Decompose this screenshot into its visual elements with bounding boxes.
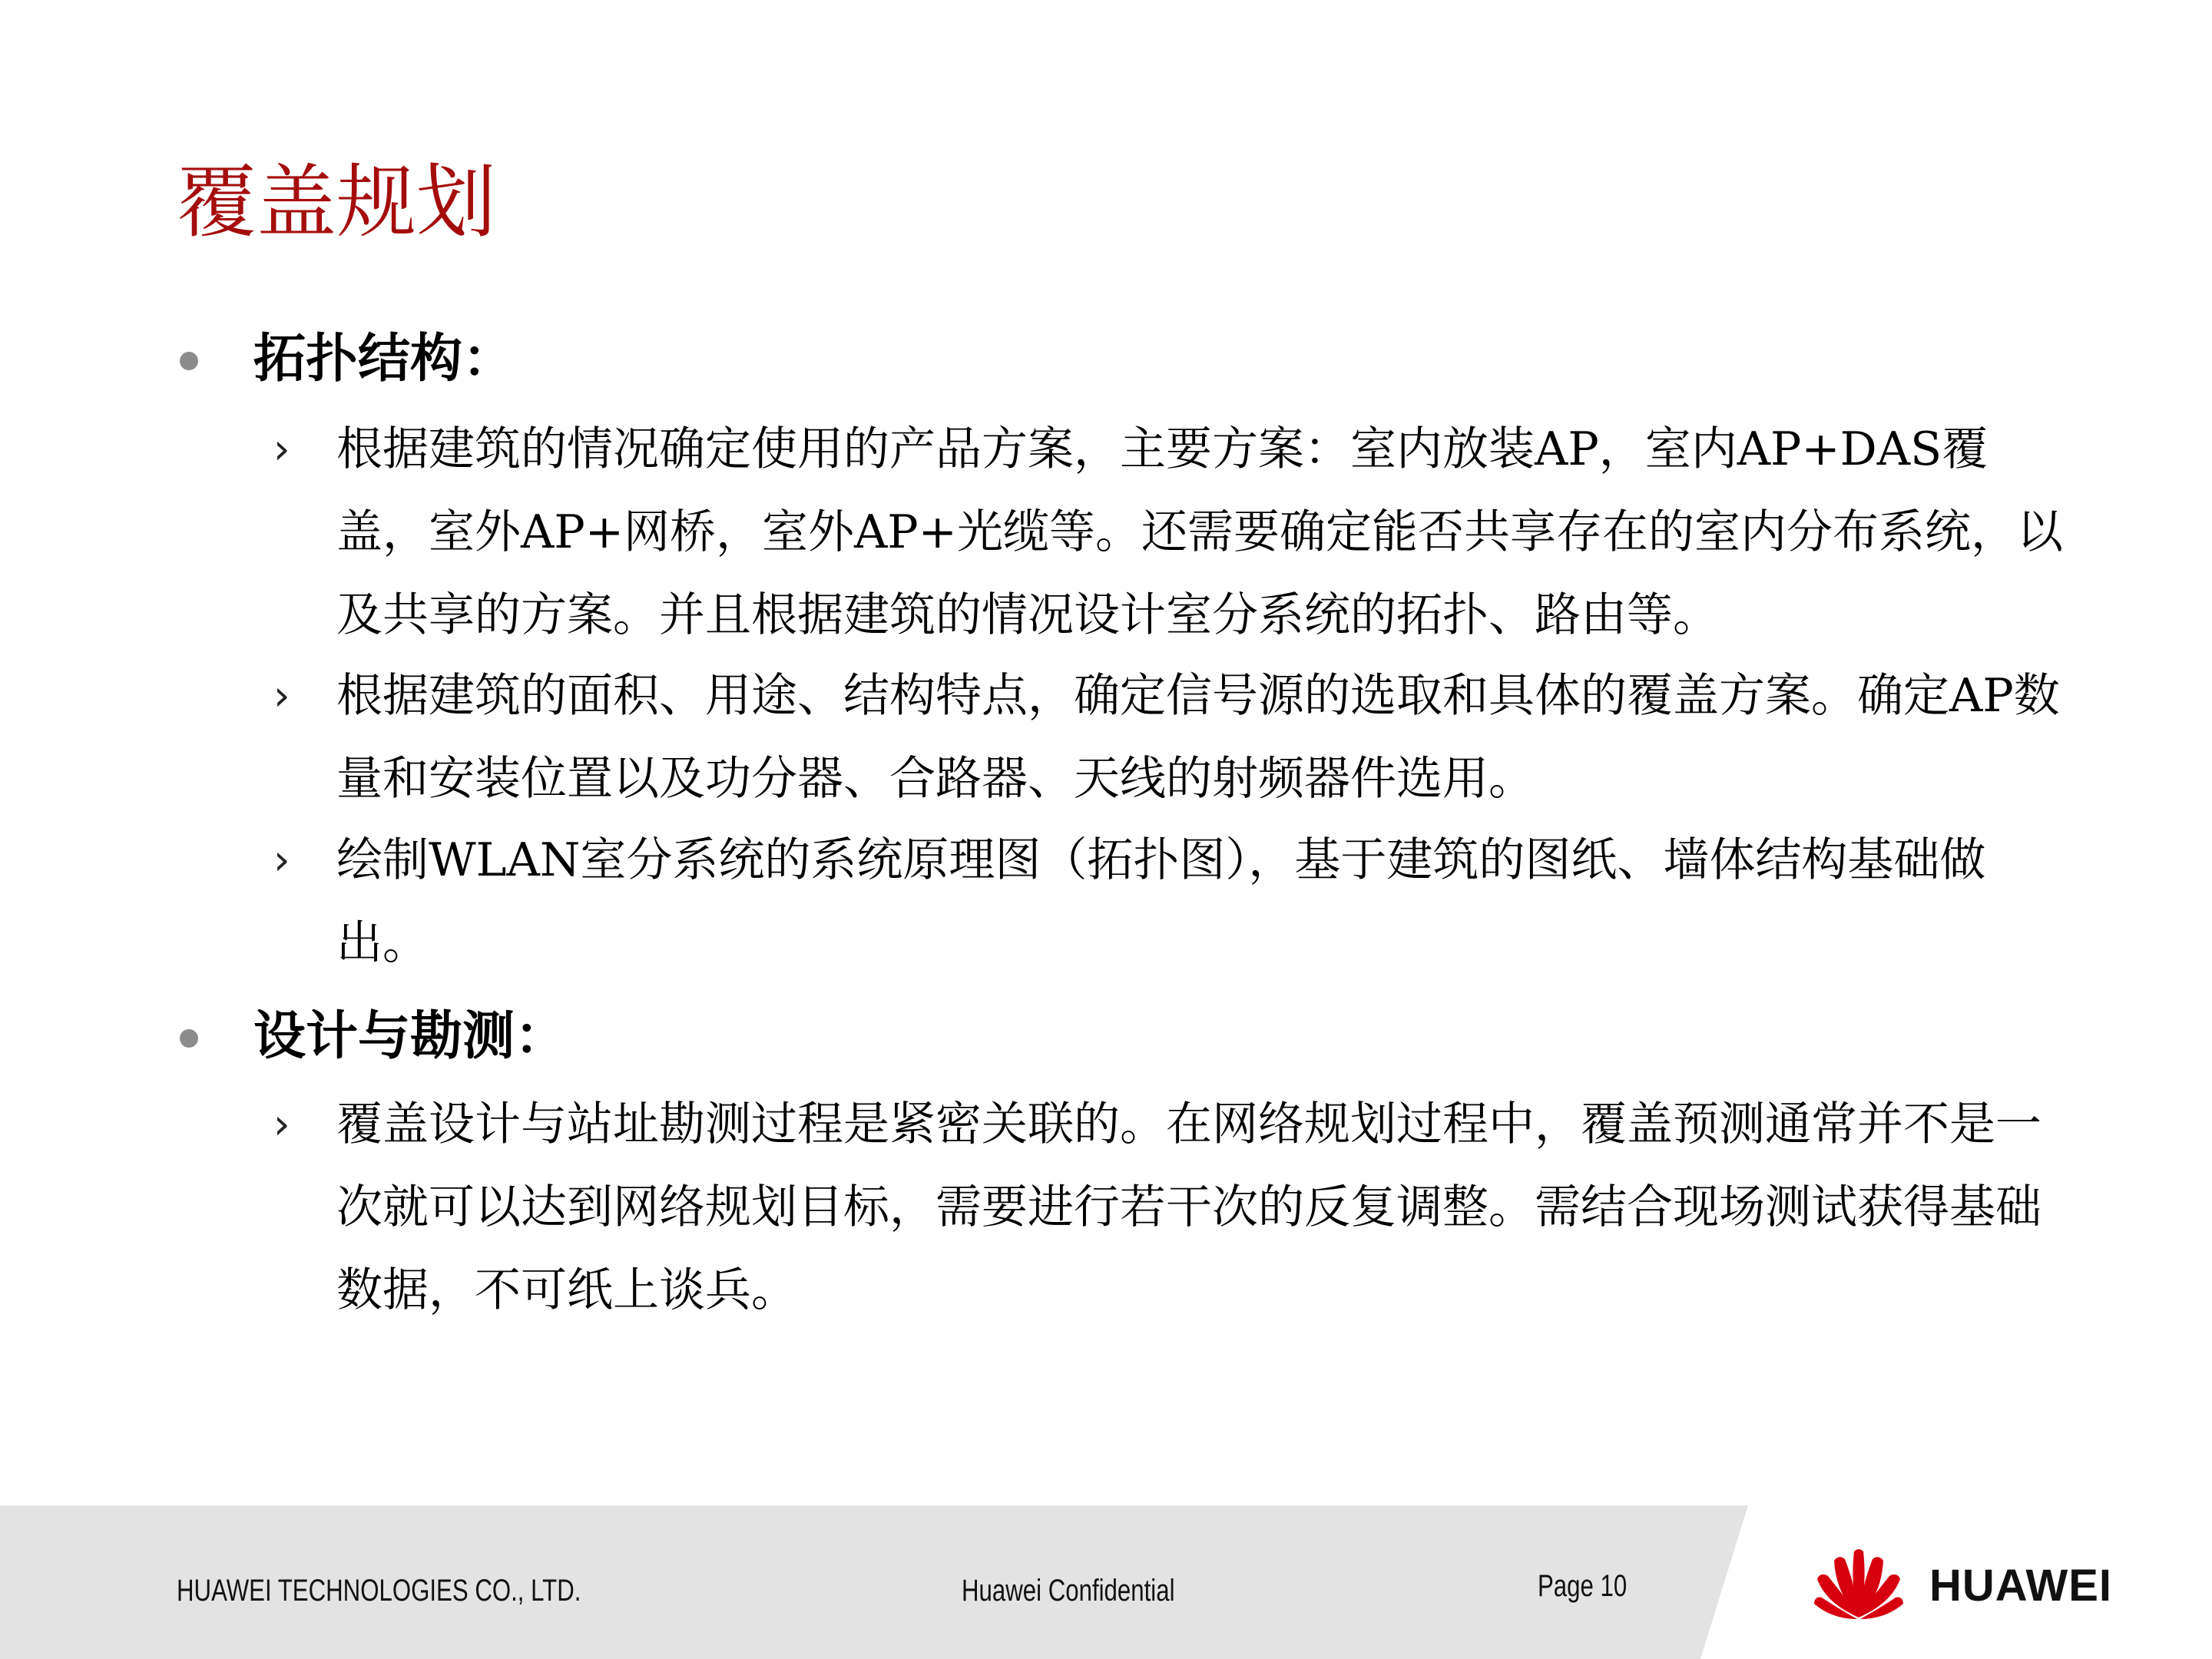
- footer-page-number: Page 10: [1538, 1569, 1628, 1603]
- huawei-brand-text: HUAWEI: [1929, 1561, 2112, 1611]
- footer-confidential: Huawei Confidential: [962, 1574, 1175, 1608]
- topology-item-2: 根据建筑的面积、用途、结构特点，确定信号源的选取和具体的覆盖方案。确定AP数量和安装位置以及功分器、合路器、天线的射频器件选用。: [336, 669, 2060, 806]
- topology-item-1: 根据建筑的情况确定使用的产品方案，主要方案：室内放装AP，室内AP+DAS覆盖，室外AP+网桥，室外AP+光缆等。还需要确定能否共享存在的室内分布系统，以及共享的方案。并且根据建筑的情况设计室分系统的拓扑、路由等。: [336, 422, 2063, 642]
- slide-title: 覆盖规划: [177, 155, 497, 249]
- sub-bullet-arrow-icon: ›: [273, 836, 290, 884]
- sub-bullet-arrow-icon: ›: [273, 671, 290, 720]
- sub-bullet-arrow-icon: ›: [273, 1100, 290, 1148]
- huawei-logo-icon: [1813, 1544, 1905, 1621]
- footer-company: HUAWEI TECHNOLOGIES CO., LTD.: [177, 1574, 581, 1608]
- bullet-dot-icon: [180, 1029, 198, 1048]
- topology-item-3: 绘制WLAN室分系统的系统原理图（拓扑图），基于建筑的图纸、墙体结构基础做出。: [336, 833, 1986, 970]
- section-heading-design-survey: 设计与勘测：: [253, 1006, 568, 1067]
- bullet-dot-icon: [180, 352, 198, 370]
- section-heading-topology: 拓扑结构：: [253, 329, 515, 389]
- sub-bullet-arrow-icon: ›: [273, 425, 290, 473]
- design-survey-item-1: 覆盖设计与站址勘测过程是紧密关联的。在网络规划过程中，覆盖预测通常并不是一次就可以达到网络规划目标，需要进行若干次的反复调整。需结合现场测试获得基础数据，不可纸上谈兵。: [336, 1098, 2041, 1317]
